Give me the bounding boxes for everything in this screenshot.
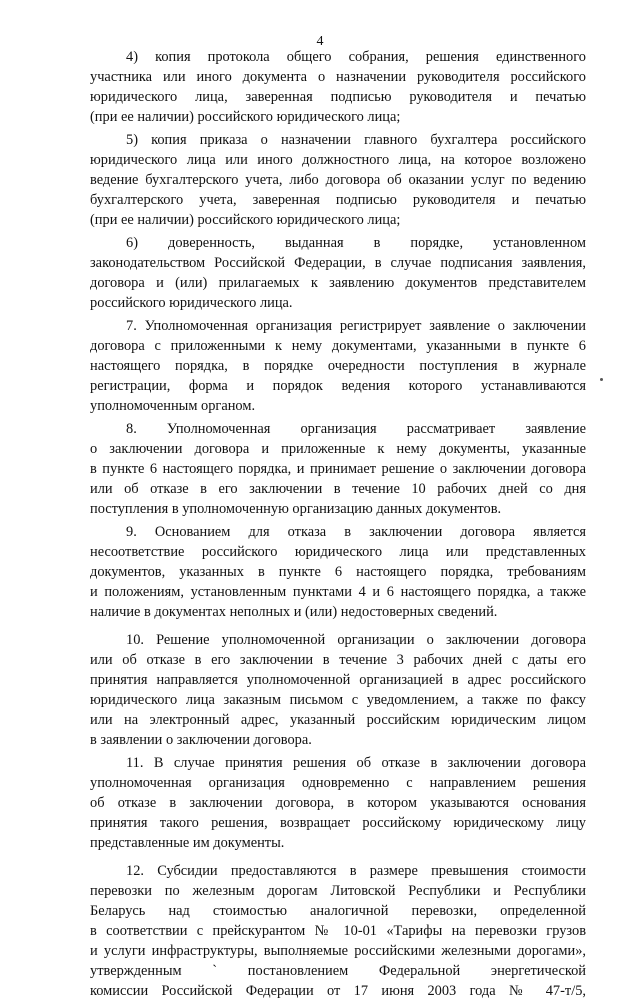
paragraph-line: принятия такого решения, возвращает российскому юридическому лицу [90,815,586,831]
paragraph-item-4 [90,47,586,127]
paragraph-line: уполномоченная организация одновременно с направлением решения [90,775,586,791]
paragraph-line: Беларусь над стоимостью аналогичной перевозки, определенной [90,903,586,919]
paragraph-line: представленные им документы. [90,835,285,851]
paragraph-line: перевозки по железным дорогам Литовской Республики и Республики [90,883,586,899]
paragraph-line: утвержденным ` постановлением Федеральной энергетической [90,963,586,979]
paragraph-line: ведение бухгалтерского учета, либо договора об оказании услуг по ведению [90,172,586,188]
paragraph-line: о заключении договора и приложенные к нему документы, указанные [90,441,586,457]
paragraph-clause-11 [90,753,586,853]
paragraph-line: документов, указанных в пункте 6 настоящего порядка, требованиям [90,564,586,580]
paragraph-line: участника или иного документа о назначении руководителя российского [90,69,586,85]
paragraph-line: принятия направляется уполномоченной организацией в адрес российского [90,672,586,688]
paragraph-line: или об отказе в его заключении в течение 10 рабочих дней со дня [90,481,586,497]
paragraph-line: юридического лица, заверенная подписью руководителя и печатью [90,89,586,105]
paragraph-line: договора с приложенными к нему документами, указанными в пункте 6 [90,338,586,354]
paragraph-line: или на электронный адрес, указанный российским юридическим лицом [90,712,586,728]
paragraph-line: 6) доверенность, выданная в порядке, установленном [126,235,586,251]
paragraph-line: или об отказе в его заключении в течение 3 рабочих дней с даты его [90,652,586,668]
paragraph-line: несоответствие российского юридического лица или представленных [90,544,586,560]
paragraph-line: в соответствии с прейскурантом № 10-01 «Тарифы на перевозки грузов [90,923,586,939]
paragraph-line: в заявлении о заключении договора. [90,732,312,748]
paragraph-clause-7 [90,316,586,416]
paragraph-line: регистрации, форма и порядок ведения которого устанавливаются [90,378,586,394]
paragraph-line: об отказе в заключении договора, в котором указываются основания [90,795,586,811]
paragraph-line: поступления в уполномоченную организацию данных документов. [90,501,502,517]
paragraph-line: российского юридического лица. [90,295,293,311]
paragraph-line: настоящего порядка, в порядке очередности поступления в журнале [90,358,586,374]
paragraph-line: 4) копия протокола общего собрания, решения единственного [126,49,586,65]
paragraph-line: 12. Субсидии предоставляются в размере превышения стоимости [126,863,586,879]
paragraph-line: 7. Уполномоченная организация регистрирует заявление о заключении [126,318,586,334]
paragraph-line: наличие в документах неполных и (или) недостоверных сведений. [90,604,498,620]
paragraph-line: бухгалтерского учета, заверенная подписью руководителя и печатью [90,192,586,208]
paragraph-line: уполномоченным органом. [90,398,256,414]
scan-dot [600,378,603,381]
paragraph-line: юридического лица заказным письмом с уведомлением, а также по факсу [90,692,586,708]
page-number: 4 [316,34,324,49]
paragraph-line: договора и (или) прилагаемых к заявлению документов представителем [90,275,586,291]
paragraph-line: 5) копия приказа о назначении главного бухгалтера российского [126,132,586,148]
paragraph-clause-10 [90,630,586,750]
paragraph-line: 11. В случае принятия решения об отказе в заключении договора [126,755,586,771]
paragraph-line: 9. Основанием для отказа в заключении договора является [126,524,586,540]
paragraph-line: в пункте 6 настоящего порядка, и принимает решение о заключении договора [90,461,586,477]
paragraph-line: законодательством Российской Федерации, в случае подписания заявления, [90,255,586,271]
paragraph-item-5 [90,130,586,230]
paragraph-clause-12 [90,861,586,1001]
paragraph-line: и положениям, установленным пунктами 4 и 6 настоящего порядка, а также [90,584,586,600]
paragraph-clause-9 [90,522,586,622]
paragraph-line: 10. Решение уполномоченной организации о заключении договора [126,632,586,648]
paragraph-line: юридического лица или иного должностного лица, на которое возложено [90,152,586,168]
paragraph-clause-8 [90,419,586,519]
paragraph-item-6 [90,233,586,313]
paragraph-line: (при ее наличии) российского юридического лица; [90,212,401,228]
paragraph-line: 8. Уполномоченная организация рассматривает заявление [126,421,586,437]
paragraph-line: комиссии Российской Федерации от 17 июня 2003 года № 47-т/5, [90,983,586,999]
paragraph-line: и услуги инфраструктуры, выполняемые российскими железными дорогами», [90,943,586,959]
document-body [90,47,586,1001]
paragraph-line: (при ее наличии) российского юридического лица; [90,109,401,125]
